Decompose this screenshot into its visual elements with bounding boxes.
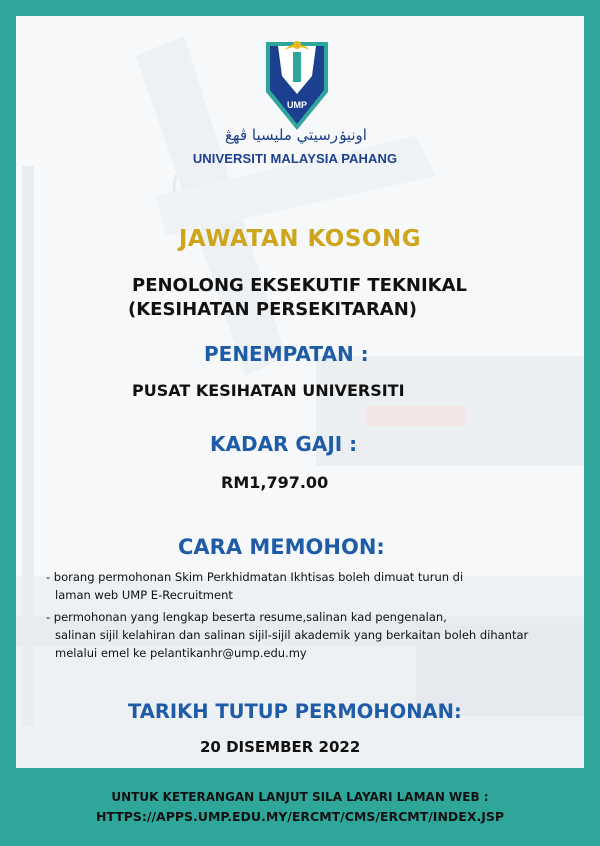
position-title-line2: (KESIHATAN PERSEKITARAN)	[128, 299, 418, 320]
placement-heading: PENEMPATAN :	[204, 342, 369, 366]
logo-text: UMP	[287, 100, 307, 110]
instruction-line: salinan sijil kelahiran dan salinan sijil-sijil akademik yang berkaitan boleh dihantar	[55, 628, 529, 642]
salary-heading: KADAR GAJI :	[210, 432, 358, 456]
instruction-line: laman web UMP E-Recruitment	[55, 588, 233, 602]
poster-frame	[16, 16, 584, 768]
placement-value: PUSAT KESIHATAN UNIVERSITI	[132, 381, 405, 400]
footer	[0, 768, 600, 846]
application-heading: CARA MEMOHON:	[178, 535, 385, 559]
instruction-line: - borang permohonan Skim Perkhidmatan Ikhtisas boleh dimuat turun di	[46, 570, 464, 584]
closing-date-heading: TARIKH TUTUP PERMOHONAN:	[128, 700, 462, 723]
closing-date-value: 20 DISEMBER 2022	[200, 738, 361, 756]
footer-url-link[interactable]: HTTPS://APPS.UMP.EDU.MY/ERCMT/CMS/ERCMT/INDEX.JSP	[95, 809, 505, 824]
instruction-item	[46, 568, 566, 604]
ump-logo	[266, 36, 328, 132]
footer-info-text: UNTUK KETERANGAN LANJUT SILA LAYARI LAMAN WEB :	[111, 790, 489, 804]
instruction-line: - permohonan yang lengkap beserta resume,salinan kad pengenalan,	[46, 610, 447, 624]
page-title: JAWATAN KOSONG	[178, 226, 422, 252]
instruction-email-line: melalui emel ke pelantikanhr@ump.edu.my	[55, 646, 307, 660]
application-instructions	[46, 568, 566, 666]
position-title-line1: PENOLONG EKSEKUTIF TEKNIKAL	[132, 275, 468, 296]
instruction-item	[46, 608, 566, 662]
university-name: UNIVERSITI MALAYSIA PAHANG	[192, 151, 398, 166]
salary-value: RM1,797.00	[221, 473, 329, 492]
jawi-name: اونيۏرسيتي مليسيا ڤهڠ	[225, 126, 367, 144]
